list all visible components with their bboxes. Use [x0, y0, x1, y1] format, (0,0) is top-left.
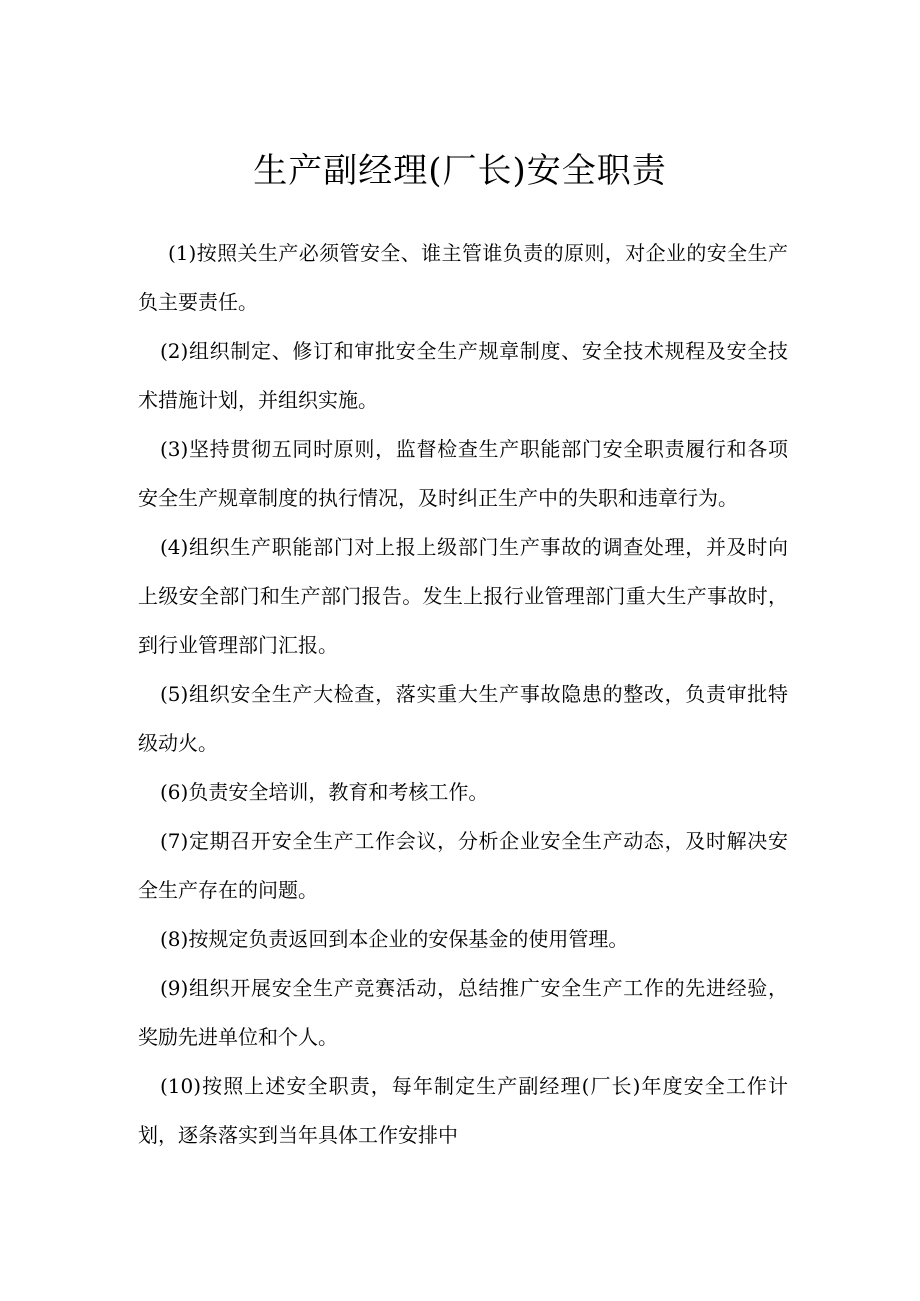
- document-title: 生产副经理(厂长)安全职责: [253, 151, 667, 191]
- paragraph-7: (7)定期召开安全生产工作会议，分析企业安全生产动态，及时解决安全生产存在的问题。: [138, 829, 788, 902]
- paragraph-9: (9)组织开展安全生产竞赛活动，总结推广安全生产工作的先进经验，奖励先进单位和个人。: [138, 976, 788, 1049]
- paragraph-2: (2)组织制定、修订和审批安全生产规章制度、安全技术规程及安全技术措施计划，并组织实施。: [138, 339, 788, 412]
- paragraph-8: (8)按规定负责返回到本企业的安保基金的使用管理。: [160, 927, 629, 951]
- paragraph-6: (6)负责安全培训，教育和考核工作。: [160, 780, 489, 804]
- paragraph-5: (5)组织安全生产大检查，落实重大生产事故隐患的整改，负责审批特级动火。: [138, 682, 788, 755]
- paragraph-3: (3)坚持贯彻五同时原则，监督检查生产职能部门安全职责履行和各项安全生产规章制度的执行情况，及时纠正生产中的失职和违章行为。: [138, 437, 788, 510]
- paragraph-4: (4)组织生产职能部门对上报上级部门生产事故的调查处理，并及时向上级安全部门和生产部门报告。发生上报行业管理部门重大生产事故时，到行业管理部门汇报。: [138, 535, 788, 657]
- paragraph-10: (10)按照上述安全职责，每年制定生产副经理(厂长)年度安全工作计划，逐条落实到当年具体工作安排中: [138, 1074, 788, 1147]
- paragraph-1: (1)按照关生产必须管安全、谁主管谁负责的原则，对企业的安全生产负主要责任。: [138, 241, 788, 314]
- document-body: [138, 229, 788, 1160]
